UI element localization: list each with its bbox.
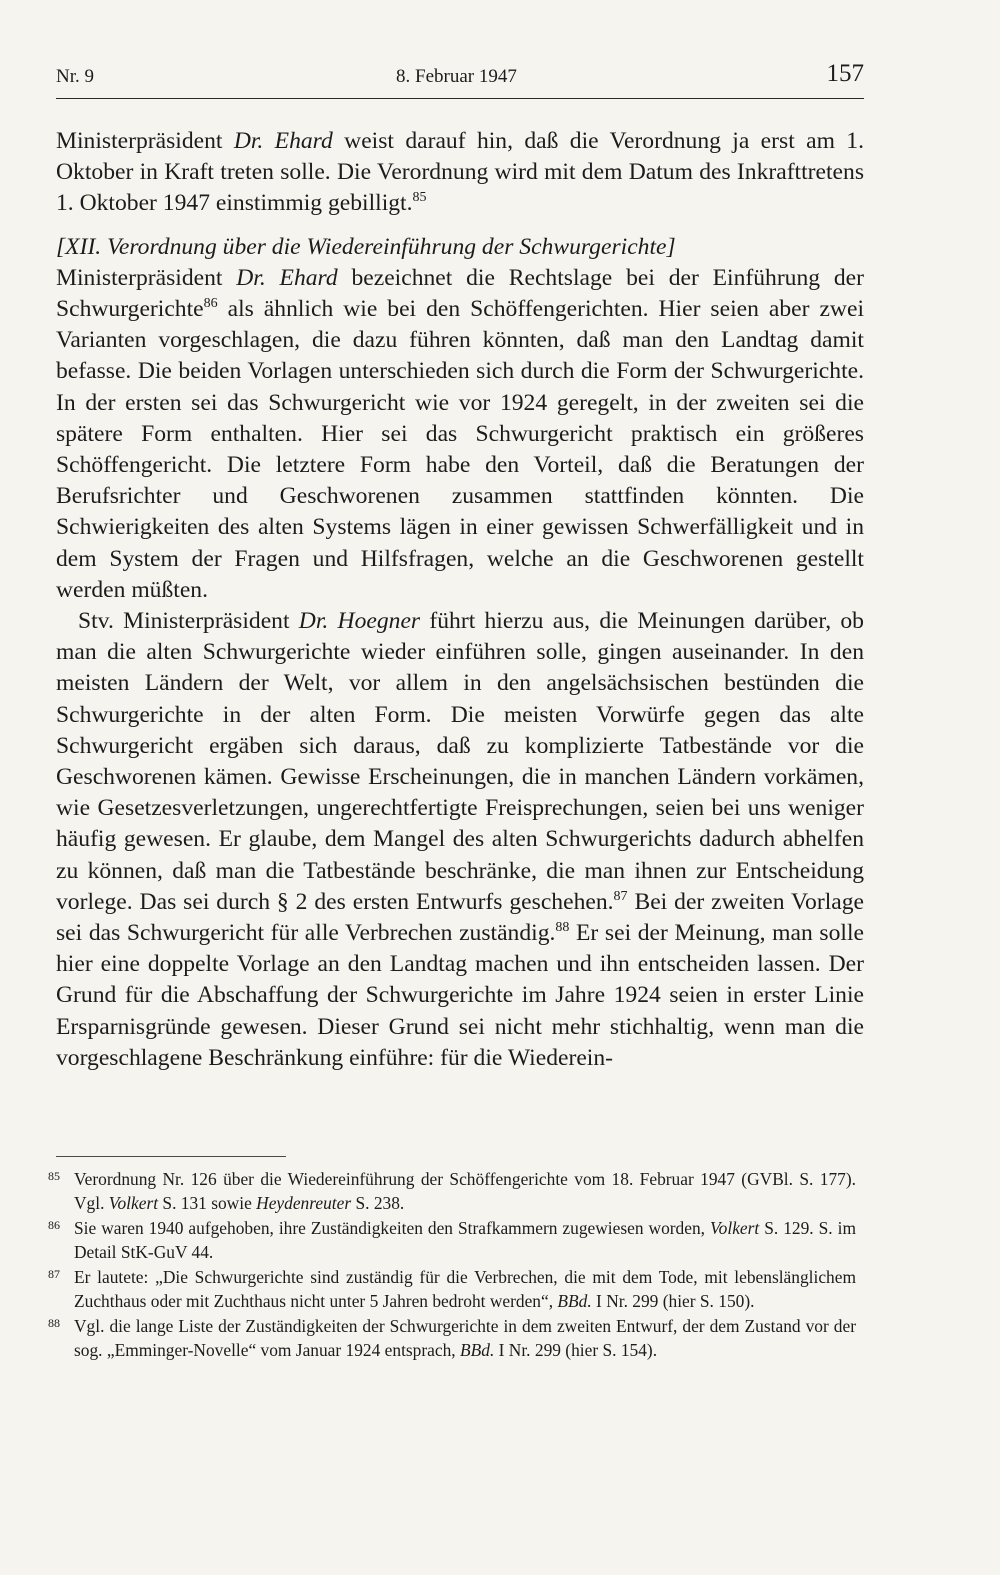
paragraph-ehard-verordnung: Ministerpräsident Dr. Ehard weist darauf hin, daß die Verordnung ja erst am 1. Oktober in Kraft treten solle. Die Verordnung wird mit dem Datum des Inkrafttretens 1. Oktober 1947 einstimmig gebilligt.$^{85}$ <box>56 128 864 217</box>
page-number: 157 <box>826 60 864 87</box>
session-date: 8. Februar 1947 <box>396 66 517 87</box>
footnote-number: 88 <box>48 1316 60 1330</box>
section-heading: [XII. Verordnung über die Wiedereinführung der Schwurgerichte] <box>56 233 676 260</box>
footnotes <box>48 1168 856 1364</box>
running-head <box>56 60 864 98</box>
paragraph-ehard-schwurgerichte: Ministerpräsident Dr. Ehard bezeichnet die Rechtslage bei der Einführung der Schwurgerichte$^{86}$ als ähnlich wie bei den Schöffengerichten. Hier seien aber zwei Varianten vorgeschlagen, die dazu führen könnten, daß man den Landtag damit befasse. Die beiden Vorlagen unterschieden sich durch die Form der Schwurgerichte. In der ersten sei das Schwurgericht wie vor 1924 geregelt, in der zweiten sei die spätere Form enthalten. Hier sei das Schwurgericht praktisch ein größeres Schöffengericht. Die letztere Form habe den Vorteil, daß die Beratungen der Berufsrichter und Geschworenen zusammen stattfinden könnten. Die Schwierigkeiten des alten Systems lägen in einer gewissen Schwerfälligkeit und in dem System der Fragen und Hilfsfragen, welche an die Geschworenen gestellt werden müßten. <box>56 264 865 603</box>
speaker-name: Dr. Hoegner <box>298 608 421 635</box>
issue-number: Nr. 9 <box>56 66 94 87</box>
footnote-88: 88 Vgl. die lange Liste der Zuständigkeiten der Schwurgerichte in dem zweiten Entwurf, der dem Zustand vor der sog. „Emminger-Novelle“ vom Januar 1924 entsprach, BBd. I Nr. 299 (hier S. 154). <box>48 1315 856 1362</box>
speaker-name: Dr. Ehard <box>236 264 338 291</box>
footnote-ref-86[interactable]: 86 <box>203 296 218 312</box>
header-rule <box>56 98 864 99</box>
footnote-87: 87 Er lautete: „Die Schwurgerichte sind zuständig für die Verbrechen, die mit dem Tode, mit lebenslänglichem Zuchthaus oder mit Zuchthaus nicht unter 5 Jahren bedroht werden“, BBd. I Nr. 299 (hier S. 150). <box>48 1266 856 1313</box>
speaker-name: Dr. Ehard <box>233 128 333 154</box>
footnote-85: 85 Verordnung Nr. 126 über die Wiedereinführung der Schöffengerichte vom 18. Februar 1947 (GVBl. S. 177). Vgl. Volkert S. 131 sowie Heydenreuter S. 238. <box>48 1168 856 1215</box>
footnote-ref-85[interactable]: 85 <box>412 190 427 206</box>
body-text <box>56 126 864 1074</box>
paragraph-hoegner: Stv. Ministerpräsident Dr. Hoegner führt hierzu aus, die Meinungen darüber, ob man die alten Schwurgerichte wieder einführen solle, gingen auseinander. In den meisten Ländern der Welt, vor allem in den angelsächsischen bestünden die Schwurgerichte in der alten Form. Die meisten Vorwürfe gegen das alte Schwurgericht ergäben sich daraus, daß zu komplizierte Tatbestände vor die Geschworenen kämen. Gewisse Erscheinungen, die in manchen Ländern vorkämen, wie Gesetzesverletzungen, ungerechtfertigte Freisprechungen, seien bei uns weniger häufig gewesen. Er glaube, dem Mangel des alten Schwurgerichts dadurch abhelfen zu können, daß man die Tatbestände beschränke, die man ihnen zur Entscheidung vorlege. Das sei durch § 2 des ersten Entwurfs geschehen.$^{87}$ Bei der zweiten Vorlage sei das Schwurgericht für alle Verbrechen zuständig.$^{88}$ Er sei der Meinung, man solle hier eine doppelte Vorlage an den Landtag machen und ihn entscheiden lassen. Der Grund für die Abschaffung der Schwurgerichte im Jahre 1924 seien in erster Linie Ersparnisgründe gewesen. Dieser Grund sei nicht mehr stichhaltig, wenn man die vorgeschlagene Beschränkung einführe: für die Wiederein- <box>56 608 864 1071</box>
footnote-ref-88[interactable]: 88 <box>555 920 570 936</box>
footnote-ref-87[interactable]: 87 <box>613 888 628 904</box>
footnote-rule <box>56 1156 286 1157</box>
footnote-number: 86 <box>48 1218 60 1232</box>
footnote-number: 85 <box>48 1169 60 1183</box>
footnote-86: 86 Sie waren 1940 aufgehoben, ihre Zuständigkeiten den Strafkammern zugewiesen worden, Volkert S. 129. S. im Detail StK-GuV 44. <box>48 1217 856 1264</box>
footnote-number: 87 <box>48 1267 60 1281</box>
